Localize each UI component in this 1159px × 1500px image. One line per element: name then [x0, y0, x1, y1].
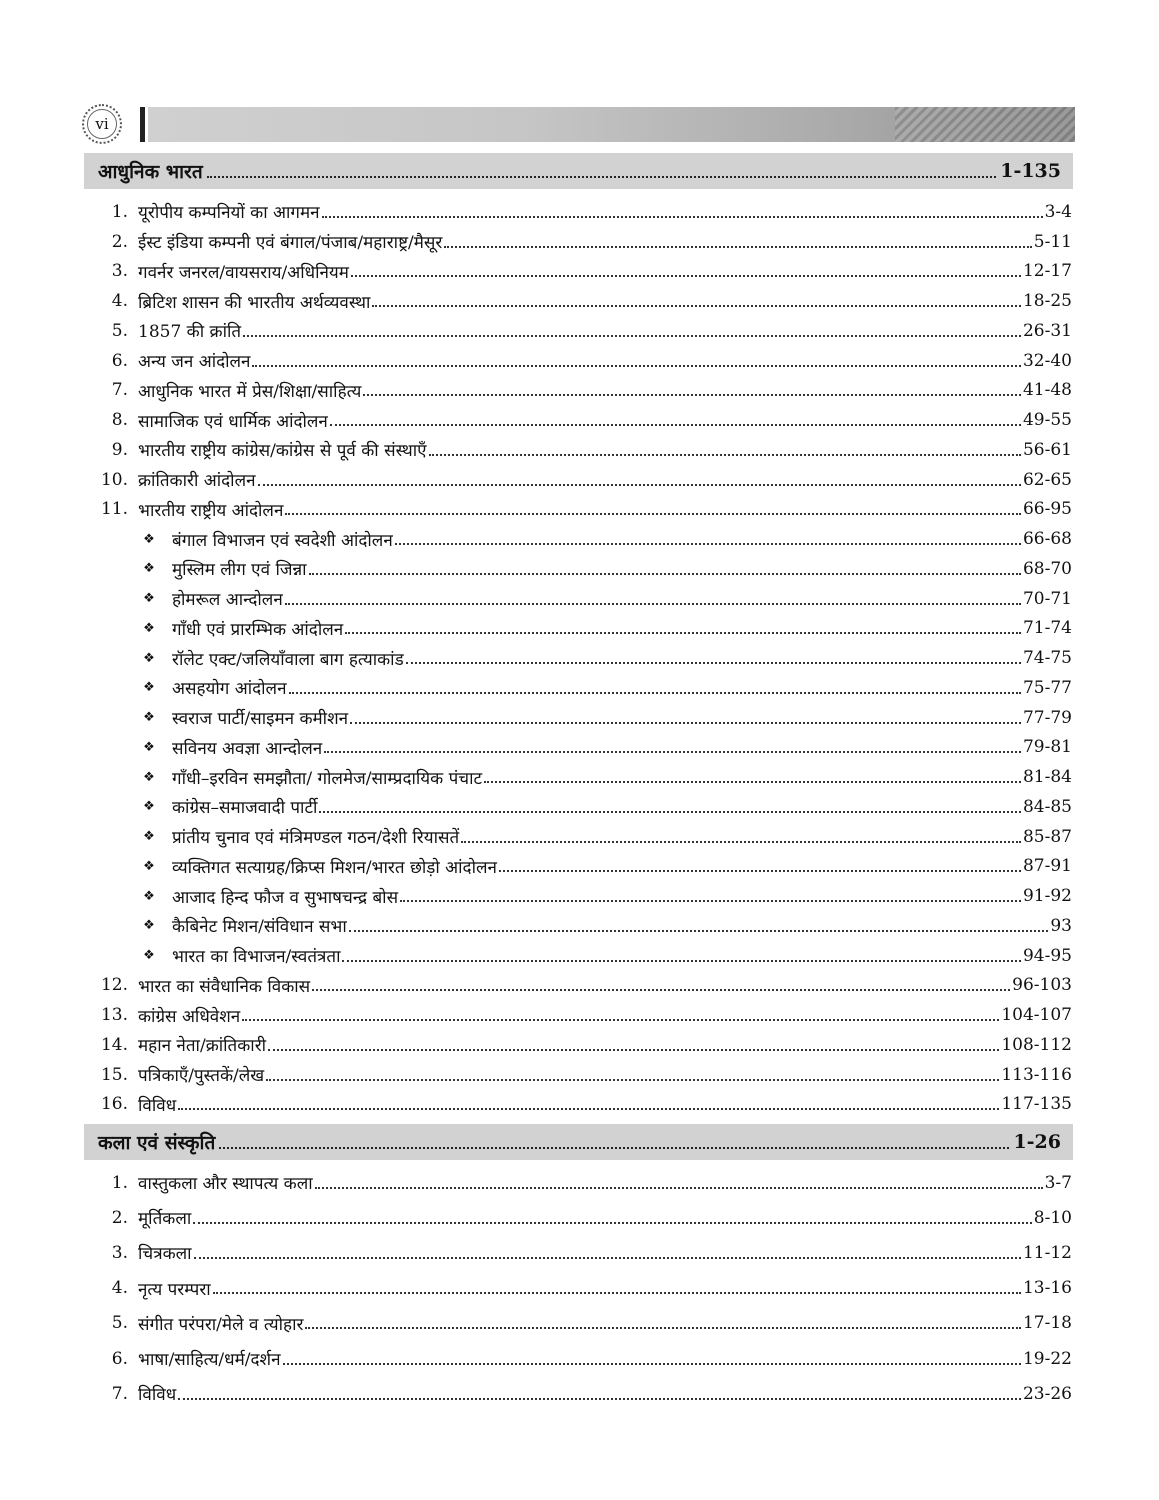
- section-title: आधुनिक भारत: [98, 161, 203, 183]
- entry-number: 5.: [111, 1313, 128, 1334]
- entry-number: 4.: [111, 291, 128, 312]
- entry-title: प्रांतीय चुनाव एवं मंत्रिमण्डल गठन/देशी रियासतें: [172, 828, 460, 849]
- entry-title: ईस्ट इंडिया कम्पनी एवं बंगाल/पंजाब/महाराष्ट्र/मैसूर: [138, 233, 443, 254]
- dot-leader: [193, 1222, 1032, 1224]
- toc-entry: [0, 257, 1159, 287]
- entry-title: गवर्नर जनरल/वायसराय/अधिनियम: [138, 262, 349, 283]
- entry-pages: 81-84: [1022, 767, 1072, 788]
- section-pages: 1-135: [1000, 160, 1061, 182]
- toc-entry: [0, 435, 1159, 465]
- entry-pages: 117-135: [1001, 1094, 1072, 1115]
- entry-pages: 91-92: [1022, 886, 1072, 907]
- entry-pages: 87-91: [1022, 856, 1072, 877]
- entry-number: 4.: [111, 1278, 128, 1299]
- entry-pages: 108-112: [1001, 1034, 1072, 1055]
- dot-leader: [289, 692, 1021, 694]
- entry-number: 1.: [111, 201, 128, 222]
- toc-entry: [0, 1000, 1159, 1030]
- entry-title: भारत का विभाजन/स्वतंत्रता: [172, 947, 341, 968]
- entry-number: 6.: [111, 350, 128, 371]
- dot-leader: [178, 1108, 999, 1110]
- entry-title: मुस्लिम लीग एवं जिन्ना: [172, 560, 307, 581]
- toc-entry: [0, 881, 1159, 911]
- toc-entry: [0, 524, 1159, 554]
- entry-pages: 3-7: [1044, 1172, 1072, 1193]
- dot-leader: [461, 841, 1021, 843]
- dot-leader: [258, 484, 1021, 486]
- entry-pages: 68-70: [1022, 558, 1072, 579]
- entry-pages: 41-48: [1022, 380, 1072, 401]
- entry-title: ब्रिटिश शासन की भारतीय अर्थव्यवस्था: [138, 292, 371, 313]
- entry-title: मूर्तिकला: [138, 1209, 192, 1230]
- dot-leader: [351, 275, 1021, 277]
- toc-entry: [0, 346, 1159, 376]
- dot-leader: [207, 176, 997, 178]
- toc-entry: [0, 495, 1159, 525]
- bullet-icon: ❖: [143, 829, 155, 845]
- entry-pages: 49-55: [1022, 410, 1072, 431]
- dot-leader: [319, 811, 1021, 813]
- toc-entry: [0, 1165, 1159, 1200]
- entry-pages: 79-81: [1022, 737, 1072, 758]
- entry-number: 3.: [111, 1242, 128, 1263]
- entry-title: भारतीय राष्ट्रीय कांग्रेस/कांग्रेस से पूर्व की संस्थाएँ: [138, 441, 427, 462]
- entry-number: 15.: [100, 1064, 128, 1085]
- dot-leader: [484, 781, 1021, 783]
- toc-entry: [0, 316, 1159, 346]
- entry-number: 8.: [111, 410, 128, 431]
- entry-pages: 13-16: [1022, 1278, 1072, 1299]
- entry-title: गाँधी–इरविन समझौता/ गोलमेज/साम्प्रदायिक पंचाट: [172, 768, 483, 789]
- entry-pages: 66-68: [1022, 529, 1072, 550]
- entry-pages: 12-17: [1022, 261, 1072, 282]
- section-heading-art-culture: [84, 1124, 1073, 1160]
- entry-title: विविध: [138, 1385, 177, 1406]
- section-heading-modern-india: [84, 153, 1073, 189]
- dot-leader: [219, 1147, 1009, 1149]
- dot-leader: [400, 900, 1021, 902]
- dot-leader: [252, 365, 1021, 367]
- dot-leader: [406, 662, 1021, 664]
- entry-pages: 104-107: [1001, 1005, 1072, 1026]
- entry-title: यूरोपीय कम्पनियों का आगमन: [138, 203, 320, 224]
- entry-title: कांग्रेस–समाजवादी पार्टी: [172, 798, 318, 819]
- entry-title: भारतीय राष्ट्रीय आंदोलन: [138, 500, 284, 521]
- dot-leader: [178, 1398, 1021, 1400]
- toc-entry: [0, 1200, 1159, 1235]
- bullet-icon: ❖: [143, 858, 155, 874]
- entry-title: भारत का संवैधानिक विकास: [138, 976, 311, 997]
- entry-pages: 56-61: [1022, 439, 1072, 460]
- entry-number: 6.: [111, 1348, 128, 1369]
- entry-pages: 70-71: [1022, 588, 1072, 609]
- entry-number: 9.: [111, 439, 128, 460]
- header-banner: [148, 107, 1075, 142]
- dot-leader: [395, 543, 1021, 545]
- entry-pages: 75-77: [1022, 677, 1072, 698]
- dot-leader: [324, 751, 1021, 753]
- dot-leader: [315, 1187, 1043, 1189]
- toc-entry: [0, 911, 1159, 941]
- entry-number: 2.: [111, 1207, 128, 1228]
- entry-pages: 26-31: [1022, 320, 1072, 341]
- dot-leader: [350, 722, 1021, 724]
- entry-title: आजाद हिन्द फौज व सुभाषचन्द्र बोस: [172, 887, 399, 908]
- entry-number: 1.: [111, 1172, 128, 1193]
- entry-pages: 93: [1050, 915, 1072, 936]
- entry-title: चित्रकला: [138, 1244, 192, 1265]
- toc-entry: [0, 1235, 1159, 1270]
- entry-pages: 94-95: [1022, 945, 1072, 966]
- bullet-icon: ❖: [143, 888, 155, 904]
- entry-pages: 17-18: [1022, 1313, 1072, 1334]
- entry-pages: 8-10: [1033, 1207, 1072, 1228]
- dot-leader: [349, 930, 1049, 932]
- entry-pages: 77-79: [1022, 707, 1072, 728]
- dot-leader: [429, 454, 1021, 456]
- toc-entry: [0, 1030, 1159, 1060]
- entry-pages: 11-12: [1022, 1242, 1072, 1263]
- toc-entry: [0, 822, 1159, 852]
- toc-entry: [0, 852, 1159, 882]
- bullet-icon: ❖: [143, 561, 155, 577]
- entry-title: स्वराज पार्टी/साइमन कमीशन: [172, 709, 349, 730]
- page-header: [82, 104, 1075, 144]
- dot-leader: [372, 305, 1021, 307]
- entry-number: 13.: [100, 1005, 128, 1026]
- entry-title: गाँधी एवं प्रारम्भिक आंदोलन: [172, 619, 344, 640]
- entry-title: बंगाल विभाजन एवं स्वदेशी आंदोलन: [172, 530, 393, 551]
- entry-number: 3.: [111, 261, 128, 282]
- bullet-icon: ❖: [143, 680, 155, 696]
- toc-entry: [0, 376, 1159, 406]
- entry-number: 11.: [100, 499, 128, 520]
- toc-entry: [0, 614, 1159, 644]
- dot-leader: [499, 870, 1021, 872]
- entry-number: 16.: [100, 1094, 128, 1115]
- toc-entry: [0, 584, 1159, 614]
- dot-leader: [444, 246, 1031, 248]
- toc-entry: [0, 1376, 1159, 1411]
- toc-entry: [0, 405, 1159, 435]
- entry-number: 12.: [100, 975, 128, 996]
- entry-title: आधुनिक भारत में प्रेस/शिक्षा/साहित्य: [138, 381, 362, 402]
- entry-title: असहयोग आंदोलन: [172, 679, 287, 700]
- dot-leader: [363, 394, 1021, 396]
- entry-title: सामाजिक एवं धार्मिक आंदोलन: [138, 411, 328, 432]
- dot-leader: [283, 1363, 1021, 1365]
- page-number: vi: [95, 115, 109, 133]
- entry-number: 5.: [111, 320, 128, 341]
- dot-leader: [194, 1257, 1021, 1259]
- entry-title: कैबिनेट मिशन/संविधान सभा: [172, 917, 347, 938]
- toc-entry: [0, 1341, 1159, 1376]
- header-divider: [140, 107, 145, 142]
- toc-entry: [0, 673, 1159, 703]
- toc-entry: [0, 227, 1159, 257]
- bullet-icon: ❖: [143, 620, 155, 636]
- entry-number: 2.: [111, 231, 128, 252]
- bullet-icon: ❖: [143, 531, 155, 547]
- toc-entry: [0, 792, 1159, 822]
- entry-title: अन्य जन आंदोलन: [138, 352, 251, 373]
- toc-entry: [0, 554, 1159, 584]
- entry-number: 14.: [100, 1034, 128, 1055]
- dot-leader: [309, 573, 1021, 575]
- dot-leader: [213, 1292, 1021, 1294]
- dot-leader: [330, 424, 1021, 426]
- entry-pages: 85-87: [1022, 826, 1072, 847]
- toc-entry: [0, 643, 1159, 673]
- entry-title: विविध: [138, 1095, 177, 1116]
- entry-title: कांग्रेस अधिवेशन: [138, 1006, 241, 1027]
- dot-leader: [243, 335, 1021, 337]
- entry-pages: 18-25: [1022, 291, 1072, 312]
- entry-title: संगीत परंपरा/मेले व त्योहार: [138, 1314, 304, 1335]
- entry-title: 1857 की क्रांति: [138, 322, 242, 343]
- entry-pages: 3-4: [1044, 201, 1072, 222]
- bullet-icon: ❖: [143, 591, 155, 607]
- toc-entry: [0, 971, 1159, 1001]
- dot-leader: [285, 603, 1021, 605]
- entry-number: 10.: [100, 469, 128, 490]
- toc-entry: [0, 733, 1159, 763]
- entry-title: क्रांतिकारी आंदोलन: [138, 471, 256, 492]
- entry-title: व्यक्तिगत सत्याग्रह/क्रिप्स मिशन/भारत छोड़ो आंदोलन: [172, 857, 497, 878]
- dot-leader: [342, 960, 1021, 962]
- entry-number: 7.: [111, 1383, 128, 1404]
- toc-entry: [0, 1306, 1159, 1341]
- entry-title: पत्रिकाएँ/पुस्तकें/लेख: [138, 1066, 265, 1087]
- entry-title: रॉलेट एक्ट/जलियाँवाला बाग हत्याकांड: [172, 649, 404, 670]
- dot-leader: [285, 513, 1021, 515]
- entry-title: वास्तुकला और स्थापत्य कला: [138, 1174, 313, 1195]
- page-number-badge: [82, 104, 122, 144]
- bullet-icon: ❖: [143, 918, 155, 934]
- entry-title: सविनय अवज्ञा आन्दोलन: [172, 738, 323, 759]
- dot-leader: [266, 1079, 999, 1081]
- entry-title: होमरूल आन्दोलन: [172, 590, 283, 611]
- toc-entry: [0, 465, 1159, 495]
- dot-leader: [305, 1327, 1021, 1329]
- entry-pages: 74-75: [1022, 648, 1072, 669]
- entry-title: नृत्य परम्परा: [138, 1279, 211, 1300]
- toc-entry: [0, 286, 1159, 316]
- toc-entry: [0, 197, 1159, 227]
- bullet-icon: ❖: [143, 799, 155, 815]
- entry-pages: 32-40: [1022, 350, 1072, 371]
- entry-pages: 96-103: [1012, 975, 1072, 996]
- entry-pages: 66-95: [1022, 499, 1072, 520]
- toc-entry: [0, 941, 1159, 971]
- bullet-icon: ❖: [143, 710, 155, 726]
- entry-title: भाषा/साहित्य/धर्म/दर्शन: [138, 1350, 281, 1371]
- entry-pages: 5-11: [1033, 231, 1072, 252]
- section-title: कला एवं संस्कृति: [98, 1132, 216, 1154]
- section-pages: 1-26: [1013, 1131, 1061, 1153]
- entry-number: 7.: [111, 380, 128, 401]
- entry-pages: 23-26: [1022, 1383, 1072, 1404]
- bullet-icon: ❖: [143, 650, 155, 666]
- dot-leader: [268, 1049, 999, 1051]
- toc-entry: [0, 762, 1159, 792]
- dot-leader: [322, 216, 1043, 218]
- dot-leader: [242, 1019, 999, 1021]
- toc-entry: [0, 1060, 1159, 1090]
- toc-entry: [0, 703, 1159, 733]
- dot-leader: [345, 632, 1021, 634]
- toc-entry: [0, 1271, 1159, 1306]
- bullet-icon: ❖: [143, 739, 155, 755]
- entry-pages: 84-85: [1022, 796, 1072, 817]
- entry-pages: 113-116: [1001, 1064, 1072, 1085]
- toc-list-modern-india: [0, 197, 1159, 1119]
- bullet-icon: ❖: [143, 769, 155, 785]
- entry-pages: 19-22: [1022, 1348, 1072, 1369]
- toc-list-art-culture: [0, 1165, 1159, 1411]
- dot-leader: [312, 989, 1010, 991]
- entry-title: महान नेता/क्रांतिकारी: [138, 1036, 267, 1057]
- entry-pages: 62-65: [1022, 469, 1072, 490]
- toc-entry: [0, 1090, 1159, 1120]
- entry-pages: 71-74: [1022, 618, 1072, 639]
- bullet-icon: ❖: [143, 948, 155, 964]
